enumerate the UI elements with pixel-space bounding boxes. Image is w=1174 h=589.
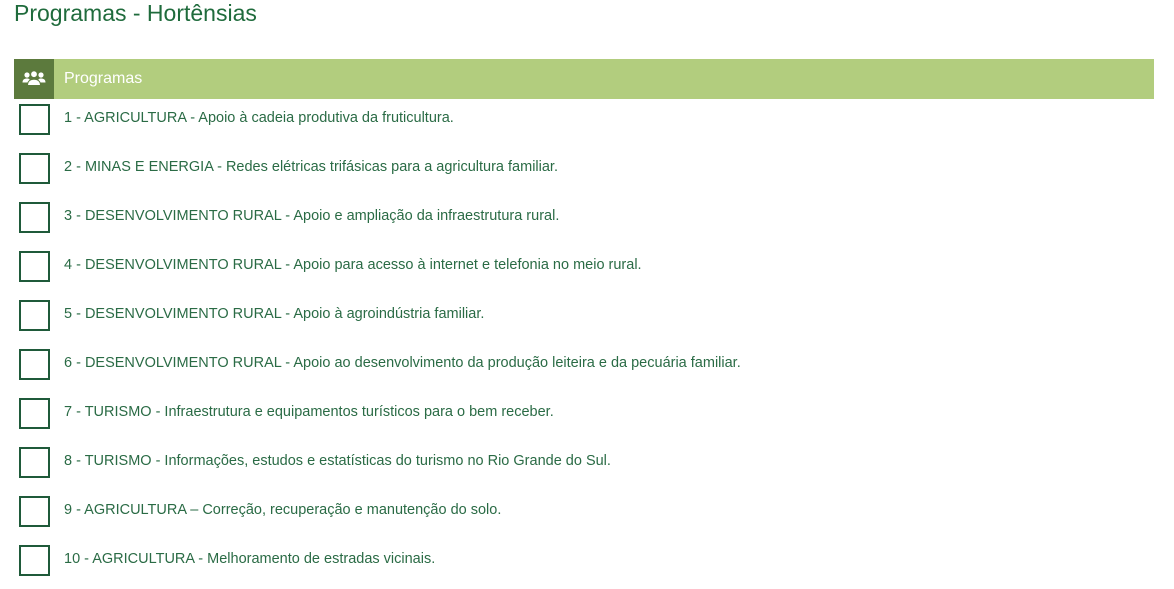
program-label: 2 - MINAS E ENERGIA - Redes elétricas trifásicas para a agricultura familiar.: [64, 159, 558, 175]
program-item[interactable]: [14, 491, 1154, 540]
program-checkbox[interactable]: [19, 153, 50, 184]
program-item[interactable]: [14, 197, 1154, 246]
page-title: Programas - Hortênsias: [14, 0, 257, 26]
program-list: [14, 99, 1154, 589]
program-checkbox[interactable]: [19, 545, 50, 576]
program-label: 8 - TURISMO - Informações, estudos e estatísticas do turismo no Rio Grande do Sul.: [64, 453, 611, 469]
panel-header-label: Programas: [64, 70, 143, 87]
program-label: 6 - DESENVOLVIMENTO RURAL - Apoio ao desenvolvimento da produção leiteira e da pecuária familiar.: [64, 355, 741, 371]
program-checkbox[interactable]: [19, 349, 50, 380]
program-label: 10 - AGRICULTURA - Melhoramento de estradas vicinais.: [64, 551, 436, 567]
program-checkbox[interactable]: [19, 104, 50, 135]
program-checkbox[interactable]: [19, 251, 50, 282]
program-item[interactable]: [14, 344, 1154, 393]
program-checkbox[interactable]: [19, 447, 50, 478]
program-item[interactable]: [14, 540, 1154, 589]
program-item[interactable]: [14, 99, 1154, 148]
program-label: 7 - TURISMO - Infraestrutura e equipamentos turísticos para o bem receber.: [64, 404, 554, 420]
program-item[interactable]: [14, 246, 1154, 295]
program-item[interactable]: [14, 442, 1154, 491]
program-checkbox[interactable]: [19, 300, 50, 331]
programs-panel: [14, 59, 1154, 589]
group-icon-svg: [22, 70, 46, 88]
program-label: 1 - AGRICULTURA - Apoio à cadeia produtiva da fruticultura.: [64, 110, 454, 126]
program-checkbox[interactable]: [19, 202, 50, 233]
program-checkbox[interactable]: [19, 496, 50, 527]
program-checkbox[interactable]: [19, 398, 50, 429]
program-label: 5 - DESENVOLVIMENTO RURAL - Apoio à agroindústria familiar.: [64, 306, 485, 322]
panel-header: [14, 59, 1154, 99]
group-icon: [14, 59, 54, 99]
program-item[interactable]: [14, 295, 1154, 344]
program-label: 9 - AGRICULTURA – Correção, recuperação e manutenção do solo.: [64, 502, 502, 518]
program-item[interactable]: [14, 148, 1154, 197]
program-label: 4 - DESENVOLVIMENTO RURAL - Apoio para acesso à internet e telefonia no meio rural.: [64, 257, 642, 273]
program-label: 3 - DESENVOLVIMENTO RURAL - Apoio e ampliação da infraestrutura rural.: [64, 208, 560, 224]
program-item[interactable]: [14, 393, 1154, 442]
